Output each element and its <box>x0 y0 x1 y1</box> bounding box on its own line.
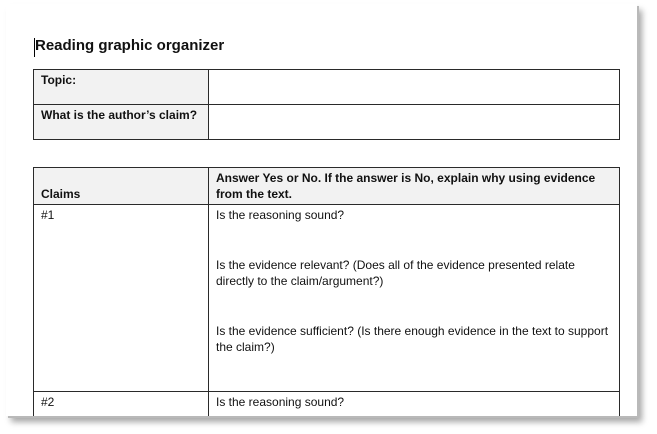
topic-field[interactable] <box>209 70 620 105</box>
table-row <box>34 105 620 140</box>
table-row <box>34 205 620 392</box>
page-title: Reading graphic organizer <box>35 37 225 54</box>
answer-column-header: Answer Yes or No. If the answer is No, explain why using evidence from the text. <box>209 168 620 205</box>
topic-claim-table <box>33 69 620 140</box>
table-row <box>34 70 620 105</box>
claim-label[interactable]: #1 <box>34 205 209 392</box>
author-claim-label: What is the author’s claim? <box>34 105 209 140</box>
document-page <box>6 4 637 416</box>
question-relevance: Is the evidence relevant? (Does all of the evidence presented relate directly to the claim/argument?) <box>216 258 575 288</box>
claims-column-header: Claims <box>34 168 209 205</box>
topic-label: Topic: <box>34 70 209 105</box>
claims-evaluation-table <box>33 167 620 416</box>
table-row <box>34 392 620 417</box>
claim-answer-cell[interactable] <box>209 205 620 392</box>
claim-answer-cell[interactable] <box>209 392 620 417</box>
author-claim-field[interactable] <box>209 105 620 140</box>
question-sufficiency: Is the evidence sufficient? (Is there enough evidence in the text to support the claim?) <box>216 324 609 354</box>
table-header-row <box>34 168 620 205</box>
question-reasoning: Is the reasoning sound? <box>216 395 345 409</box>
question-reasoning: Is the reasoning sound? <box>216 208 345 222</box>
claim-label[interactable]: #2 <box>34 392 209 417</box>
